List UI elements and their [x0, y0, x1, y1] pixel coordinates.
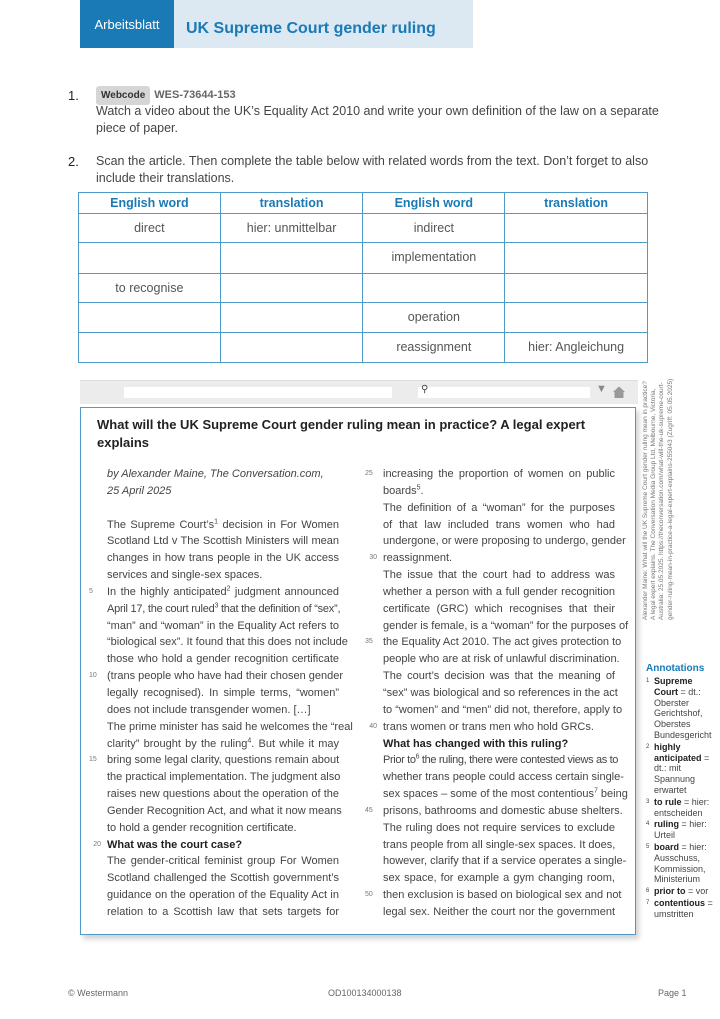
task-number-1: 1.: [68, 88, 79, 103]
annotation-number: 6: [646, 888, 650, 895]
annotation-item: [646, 819, 714, 841]
annotation-definition: = hier: Urteil: [654, 819, 707, 841]
footer-copyright: © Westermann: [68, 988, 128, 998]
table-row: [79, 214, 648, 243]
article-subheading: What has changed with this ruling?: [383, 737, 569, 750]
annotation-definition: = vor: [688, 886, 709, 897]
task1-line: Watch a video about the UK’s Equality Act 2010 and write your own definition of the law on a separate: [96, 104, 659, 118]
annotation-item: [646, 898, 714, 920]
source-citation: [642, 378, 682, 620]
table-cell-blank[interactable]: [505, 243, 648, 274]
table-cell-blank[interactable]: [79, 303, 221, 333]
table-row: [79, 303, 648, 333]
article-line: whether a person with a full gender recognition: [383, 585, 615, 598]
article-line: sex space, for example a gym changing room,: [383, 872, 615, 885]
worksheet-tab: Arbeitsblatt: [80, 0, 174, 48]
article-line: certificate (GRC) which recognises that their: [383, 602, 615, 615]
annotation-term: ruling: [654, 819, 679, 830]
annotation-term: Supreme Court: [654, 676, 693, 697]
table-cell: to recognise: [79, 274, 221, 303]
annotation-item: [646, 676, 714, 741]
annotation-term: prior to: [654, 886, 686, 897]
col-header-english-word: English word: [79, 193, 221, 214]
annotation-number: 4: [646, 821, 650, 828]
article-line: the practical implementation. The judgment also: [107, 771, 341, 784]
article-line: 5 In the highly anticipated$^2$ judgment announced: [89, 585, 339, 598]
article-line: “biological sex”. It found that this does not include: [107, 636, 348, 649]
article-line: sex spaces – some of the most contentious$^7$ being: [383, 787, 628, 801]
annotation-definition: = hier: entscheiden: [654, 796, 710, 818]
footer-code: OD100134000138: [328, 988, 402, 998]
blank-line: [107, 500, 339, 517]
table-cell-blank[interactable]: [363, 274, 505, 303]
table-cell: operation: [363, 303, 505, 333]
article-line: clarity” brought by the ruling$^4$. But while it may: [107, 736, 339, 750]
article-line: guidance on the operation of the Equality Act in: [107, 889, 339, 902]
annotation-number: 3: [646, 798, 650, 805]
vocabulary-table: [78, 192, 648, 363]
article-line: legally recognised). In simple terms, “women”: [107, 686, 339, 699]
article-line: Scotland challenged the Scottish government’s: [107, 872, 339, 885]
article-line: The gender-critical feminist group For Women: [107, 855, 339, 868]
table-cell: direct: [79, 214, 221, 243]
article-column-left: [89, 466, 353, 921]
article-line: 25 increasing the proportion of women on public: [365, 468, 615, 480]
table-cell-blank[interactable]: [220, 333, 363, 363]
table-cell-blank[interactable]: [505, 303, 648, 333]
article-line: those who hold a gender recognition certificate: [107, 653, 339, 666]
annotation-definition: = dt.: Oberster Gerichtshof, Oberstes Bundesgericht: [654, 686, 712, 740]
article-line: to hold a gender recognition certificate.: [107, 821, 297, 834]
col-header-translation: translation: [505, 193, 648, 214]
annotations-panel: [646, 663, 714, 921]
article-line: 50 then exclusion is based on biological sex and not: [365, 889, 622, 902]
article-line: Prior $to^6$ the ruling, there were contested views as to: [383, 753, 619, 767]
table-cell: hier: Angleichung: [505, 333, 648, 363]
article-line: The ruling does not require services to exclude: [383, 821, 615, 834]
annotations-title: Annotations: [646, 663, 705, 674]
url-field: [124, 387, 392, 398]
article-box: [80, 407, 636, 935]
footer-page-number: Page 1: [658, 988, 687, 998]
article-line: “man” and “woman” in the Equality Act refers to: [107, 619, 339, 632]
task1-line: piece of paper.: [96, 121, 179, 135]
annotation-number: 5: [646, 843, 650, 850]
article-line: of that law included trans women who had: [383, 518, 615, 531]
article-line: services and single-sex spaces.: [107, 569, 263, 582]
table-cell-blank[interactable]: [79, 333, 221, 363]
table-cell-blank[interactable]: [79, 243, 221, 274]
annotation-item: [646, 742, 714, 796]
article-line: trans people from all single-sex spaces. It does,: [383, 838, 616, 851]
home-icon: [612, 385, 626, 399]
article-column-right: [365, 466, 629, 921]
article-line: legal sex. Neither the court nor the government: [383, 905, 615, 918]
article-line: The Supreme $Court’s^1$ decision in For Women: [107, 517, 339, 531]
table-cell-blank[interactable]: [505, 214, 648, 243]
source-text: Alexander Maine: What will the UK Supreme Court gender ruling mean in practice? A legal expert explains. The Conversation Media Group Ltd, Melbourne, Victoria, Australia: 25.05.2025. https://theconversation.com/what-will-the-uk-supreme-court-gender-ruling-mean-in-practice-a-legal-expert-explains-255043 (Zugriff: 05.05.2025): [642, 378, 674, 620]
article-line: 35 the Equality Act 2010. The act gives protection to: [365, 636, 622, 649]
article-line: The prime minister has said he welcomes the “real: [107, 720, 353, 733]
article-line: to “women” and “men” did not, therefore, apply to: [383, 703, 623, 716]
annotation-term: contentious: [654, 897, 705, 908]
article-line: raises new questions about the operation of the: [107, 788, 339, 801]
article-line: undergone, or were proposing to undergo, gender: [383, 535, 626, 548]
article-line: 30 reassignment.: [369, 552, 453, 565]
webcode-link[interactable]: WES-73644-153: [154, 89, 236, 101]
task2-line: Scan the article. Then complete the table below with related words from the text. Don’t forget to also: [96, 154, 649, 168]
article-line: The issue that the court had to address was: [383, 569, 615, 582]
article-subheading: 20 What was the court case?: [93, 838, 243, 851]
task2-instruction: [96, 153, 648, 187]
task2-line: include their translations.: [96, 171, 235, 185]
article-line: whether trans people could access certain single-: [383, 771, 624, 784]
table-row: [79, 333, 648, 363]
task-number-2: 2.: [68, 154, 79, 169]
article-line: April 17, the court ruled$^3$ that the definition of “sex”,: [107, 602, 341, 615]
annotation-definition: = dt.: mit Spannung erwartet: [654, 752, 710, 795]
table-cell-blank[interactable]: [220, 274, 363, 303]
table-cell: hier: unmittelbar: [220, 214, 363, 243]
article-line: 10 (trans people who have had their chosen gender: [89, 670, 344, 683]
table-cell-blank[interactable]: [220, 243, 363, 274]
annotation-number: 7: [646, 899, 650, 906]
table-cell: reassignment: [363, 333, 505, 363]
annotation-definition: = umstritten: [654, 897, 713, 919]
table-cell-blank[interactable]: [220, 303, 363, 333]
dropdown-arrow-icon: ▼: [596, 383, 607, 395]
annotation-term: to rule: [654, 796, 682, 807]
annotation-number: 1: [646, 678, 650, 684]
article-line: 45 prisons, bathrooms and domestic abuse shelters.: [365, 804, 623, 817]
article-date: 25 April 2025: [107, 484, 172, 497]
annotation-definition: = hier: Ausschuss, Kommission, Ministerium: [654, 841, 707, 885]
col-header-translation: translation: [220, 193, 363, 214]
webcode-badge: Webcode: [96, 86, 150, 105]
annotation-item: [646, 797, 714, 819]
article-line: Gender Recognition Act, and what it now means: [107, 804, 342, 817]
article-line: does not include transgender women. […]: [107, 703, 311, 716]
task1-instruction: [96, 103, 659, 137]
article-line: however, clarify that if a service operates a single-: [383, 855, 627, 868]
article-line: gender is female, is a “woman” for the purposes of: [383, 619, 629, 632]
article-title: What will the UK Supreme Court gender ruling mean in practice? A legal expert explains: [97, 417, 586, 450]
article-line: people who are at risk of unlawful discrimination.: [383, 653, 620, 666]
article-line: relation to a Scottish law that sets targets for: [107, 905, 339, 918]
article-line: changes in how trans people in the UK access: [107, 552, 339, 565]
search-icon: ⚲: [421, 384, 429, 395]
table-header-row: [79, 193, 648, 214]
article-line: “sex” was biological and so references in the act: [383, 686, 618, 699]
annotation-term: board: [654, 841, 680, 852]
article-line: 40 trans women or trans men who hold GRCs.: [369, 720, 594, 733]
table-cell: implementation: [363, 243, 505, 274]
browser-bar: [80, 380, 638, 404]
article-line: The definition of a “woman” for the purposes: [383, 501, 615, 514]
article-byline: by Alexander Maine, The Conversation.com,: [107, 468, 324, 480]
annotation-term: highly anticipated: [654, 741, 702, 763]
table-cell-blank[interactable]: [505, 274, 648, 303]
annotation-item: [646, 886, 714, 897]
page-title: UK Supreme Court gender ruling: [186, 20, 436, 37]
article-line: Scotland Ltd v The Scottish Ministers will mean: [107, 535, 339, 548]
table-row: [79, 274, 648, 303]
article-line: The court’s decision was that the meaning of: [383, 670, 615, 683]
table-row: [79, 243, 648, 274]
table-cell: indirect: [363, 214, 505, 243]
article-line: 15 bring some legal clarity, questions remain about: [89, 754, 340, 767]
annotation-number: 2: [646, 743, 650, 750]
annotation-item: [646, 842, 714, 885]
col-header-english-word: English word: [363, 193, 505, 214]
search-field: [418, 384, 590, 398]
article-line: boards$^5$.: [383, 484, 424, 497]
